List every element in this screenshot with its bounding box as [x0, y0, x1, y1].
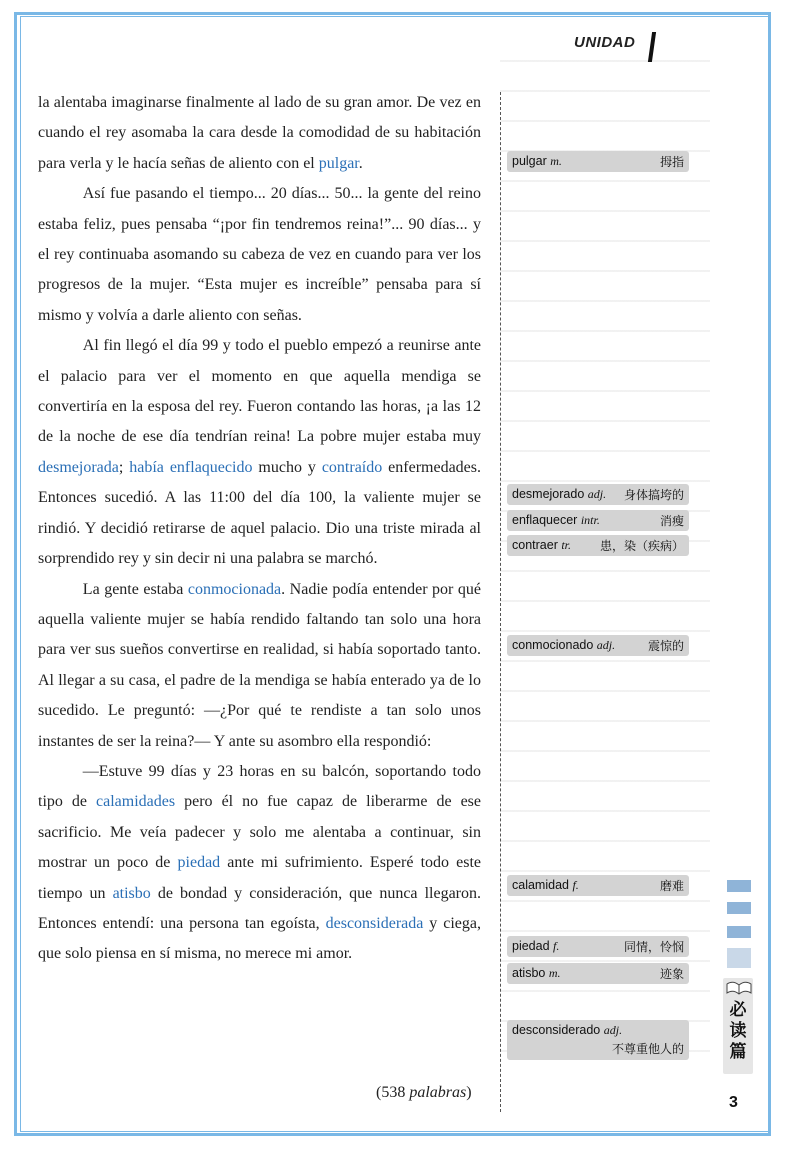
gloss-contraer: [507, 535, 689, 556]
vocab-highlight: desconsiderada: [325, 914, 424, 932]
gloss-word: pulgar: [512, 154, 547, 168]
page-number: 3: [729, 1094, 738, 1111]
gloss-word: atisbo: [512, 966, 546, 980]
gloss-pos: f.: [553, 939, 560, 953]
vocab-highlight: piedad: [177, 854, 221, 872]
gloss-meaning: 拇指: [659, 155, 684, 169]
paragraph-text: de bondad y consideración, que nunca llegaron. Entonces entendí: una persona tan egoísta,: [38, 884, 481, 932]
gloss-word: calamidad: [512, 878, 569, 892]
vocab-highlight: contraído: [321, 458, 383, 476]
show-through-background: [500, 60, 710, 1070]
gloss-pulgar: [507, 151, 689, 172]
paragraph-text: mucho y: [252, 458, 322, 476]
vocab-highlight: pulgar: [318, 154, 359, 172]
paragraph-text: —Estuve 99 días y 23 horas en su balcón, soportando todo tipo de: [38, 762, 481, 811]
paragraph-text: ;: [118, 458, 130, 476]
gloss-meaning: 同情，怜悯: [623, 940, 684, 954]
word-count-close: ): [466, 1084, 472, 1101]
word-count: [376, 1084, 472, 1102]
paragraph-text: . Nadie podía entender por qué aquella valiente mujer se había rendido faltando tan solo una hora para ver sus sueños convertirse en realidad, si había soportado tanto. Al llegar a su casa, el padre de la mendiga se había enterado ya de lo sucedido. Le preguntó: —¿Por qué te rendiste a tan solo unos instantes de ser la reina?— Y ante su asombro ella respondió:: [38, 580, 482, 750]
paragraph-text: Al fin llegó el día 99 y todo el pueblo empezó a reunirse ante el palacio para ver el momento en que aquella mendiga se convertiría en la esposa del rey. Fueron contando las horas, ¡a las 12 de la noche de ese día tendrían reina! La pobre mujer estaba muy: [38, 337, 481, 446]
gloss-meaning: 消瘦: [659, 514, 684, 528]
gloss-piedad: [507, 936, 689, 957]
gloss-meaning: 震惊的: [647, 639, 684, 653]
gloss-enflaquecer: [507, 510, 689, 531]
gloss-meaning: 患，染（疾病）: [599, 539, 684, 553]
gloss-word: desmejorado: [512, 487, 585, 501]
gloss-calamidad: [507, 875, 689, 896]
word-count-number: (538: [376, 1084, 410, 1101]
paragraph: [38, 88, 481, 179]
paragraph-text: Así fue pasando el tiempo... 20 días... 50... la gente del reino estaba feliz, pues pensaba “¡por fin tendremos reina!”... 90 días... y el rey continuaba asomando su cabeza de vez en cuando para ver los progresos de la mujer. “Esta mujer es increíble” pensaba para sí mismo y volvía a darle aliento con señas.: [38, 185, 481, 324]
vocab-highlight: atisbo: [112, 884, 151, 902]
paragraph-text: La gente estaba: [82, 580, 188, 598]
gloss-meaning: 迹象: [659, 967, 684, 981]
gloss-pos: intr.: [580, 513, 600, 527]
paragraph: [38, 179, 481, 331]
paragraph-text: ante mi sufrimiento. Esperé todo este tiempo un: [38, 854, 482, 902]
gloss-conmocionado: [507, 635, 689, 656]
paragraph-text: enfermedades. Entonces sucedió. A las 11:00 del día 100, la valiente mujer se rindió. Y decidió retirarse de aquel palacio. Dio una triste mirada al sorprendido rey y sin decir ni una palabra se marchó.: [38, 458, 482, 568]
gloss-meaning: 磨难: [659, 879, 684, 893]
gloss-desconsiderado: [507, 1020, 689, 1060]
paragraph-text: pero él no fue capaz de liberarme de ese sacrificio. Me veía padecer y solo me alentaba a continuar, sin mostrar un poco de: [38, 793, 481, 872]
gloss-pos: adj.: [596, 638, 616, 652]
paragraph-text: y ciega, que solo piensa en sí misma, no merece mi amor.: [38, 914, 481, 963]
paragraph: [38, 757, 481, 970]
gloss-meaning: 身体搞垮的: [623, 488, 684, 502]
section-tab-label: 必读篇: [729, 1000, 747, 1062]
gloss-word: conmocionado: [512, 638, 594, 652]
gloss-pos: m.: [550, 154, 562, 168]
tab-stripe: [727, 948, 751, 968]
paragraph-text: .: [358, 154, 363, 172]
vocab-highlight: desmejorada: [38, 458, 119, 476]
gloss-pos: f.: [572, 878, 579, 892]
gloss-desmejorado: [507, 484, 689, 505]
gloss-pos: adj.: [587, 487, 607, 501]
gloss-pos: adj.: [603, 1023, 623, 1037]
unit-label: UNIDAD: [574, 34, 636, 51]
gloss-word: piedad: [512, 939, 550, 953]
word-count-unit: palabras: [409, 1084, 467, 1101]
gloss-pos: m.: [548, 966, 561, 980]
open-book-icon: [725, 978, 753, 996]
reading-text: [38, 88, 481, 970]
gloss-word: enflaquecer: [512, 513, 578, 527]
tab-stripe: [727, 880, 751, 892]
gloss-meaning: 不尊重他人的: [611, 1042, 684, 1056]
column-divider: [500, 92, 501, 1112]
vocab-highlight: había enflaquecido: [129, 458, 253, 476]
paragraph: [38, 331, 481, 574]
gloss-word: contraer: [512, 538, 558, 552]
vocab-highlight: calamidades: [96, 793, 176, 811]
tab-stripe: [727, 926, 751, 938]
vocab-highlight: conmocionada: [187, 580, 282, 598]
gloss-word: desconsiderado: [512, 1023, 601, 1037]
tab-stripe: [727, 902, 751, 914]
paragraph-text: la alentaba imaginarse finalmente al lado de su gran amor. De vez en cuando el rey asomaba la cara desde la comodidad de su habitación para verla y le hacía señas de aliento con el: [38, 94, 481, 172]
paragraph: [38, 575, 481, 757]
gloss-atisbo: [507, 963, 689, 984]
gloss-pos: tr.: [561, 538, 572, 552]
